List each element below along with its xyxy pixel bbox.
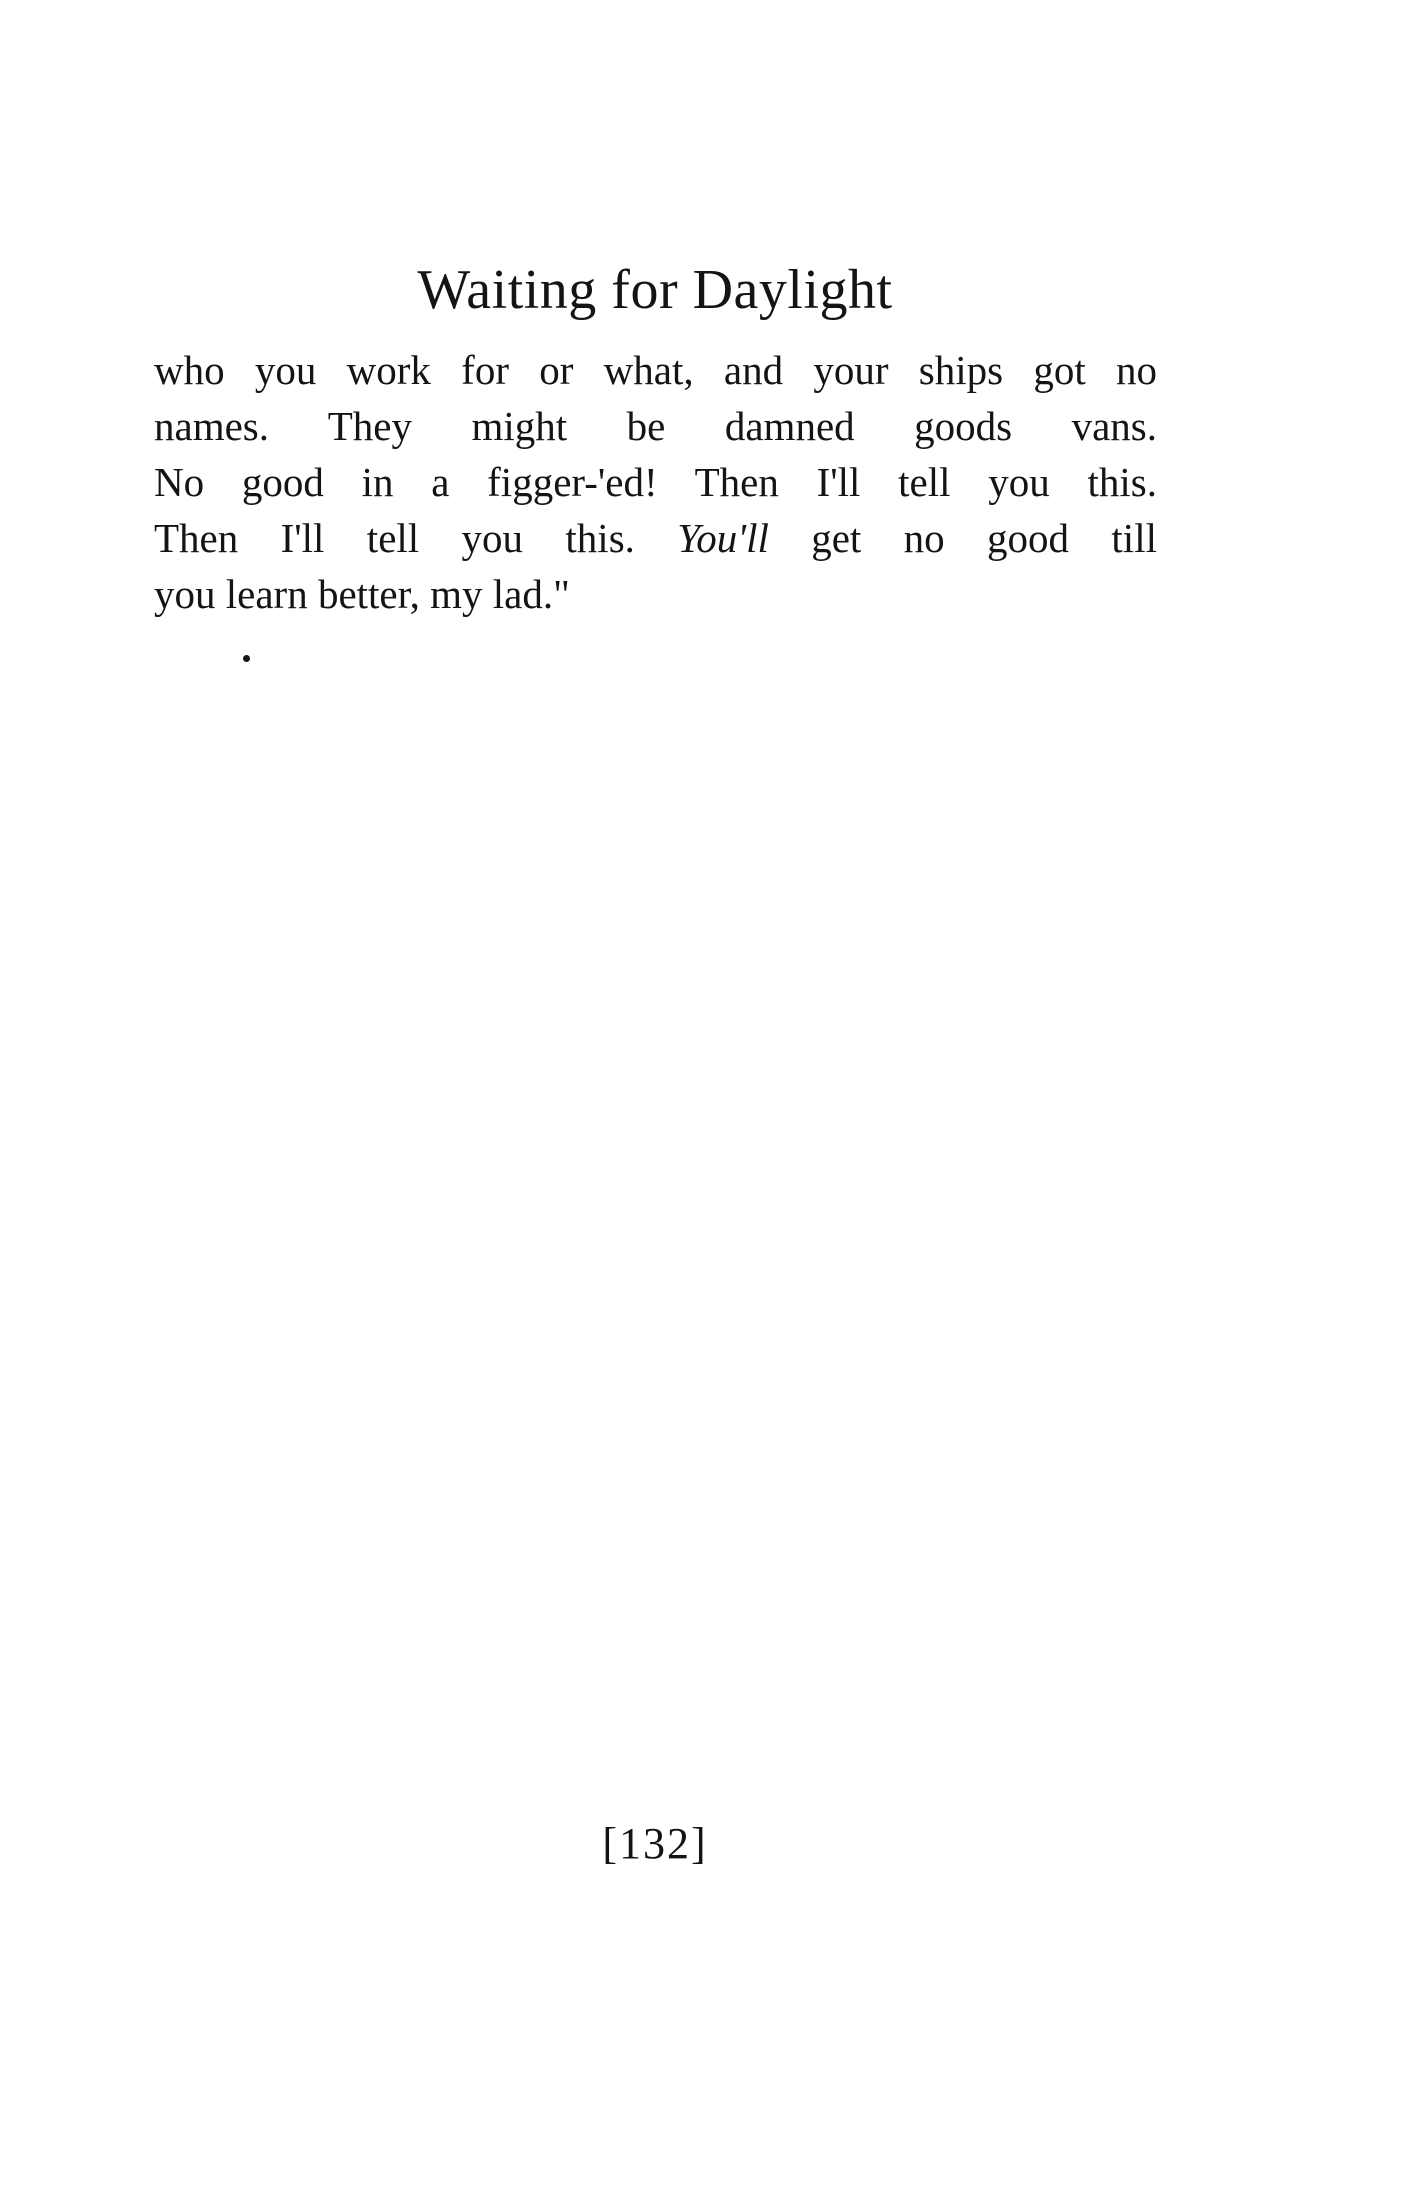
emphasized-text: You'll [677, 515, 769, 561]
text-line: you learn better, my lad." [154, 571, 570, 617]
page-number: [132] [602, 1819, 708, 1868]
running-head: Waiting for Daylight [417, 259, 893, 321]
text-line: who you work for or what, and your ships got no [154, 347, 1157, 393]
text-run: get no good till [768, 515, 1157, 561]
body-text [154, 342, 1157, 622]
text-line: names. They might be damned goods vans. [154, 403, 1157, 449]
text-line: No good in a figger-'ed! Then I'll tell you this. [154, 459, 1157, 505]
text-line [154, 510, 1157, 566]
text-run: Then I'll tell you this. [154, 515, 678, 561]
ink-dot [243, 655, 250, 662]
